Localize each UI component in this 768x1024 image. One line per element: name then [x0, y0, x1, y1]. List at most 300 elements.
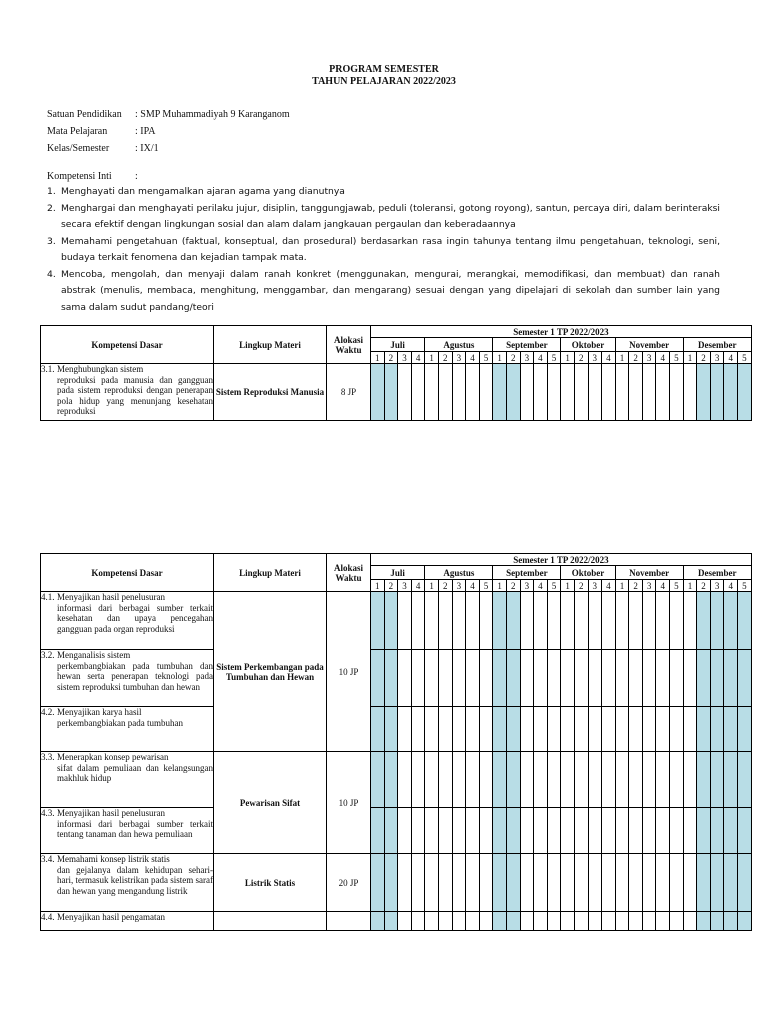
week-cell: [710, 808, 724, 854]
week-header: 1: [615, 580, 629, 592]
week-header: 2: [506, 352, 520, 364]
week-cell: [561, 364, 575, 421]
week-cell: [506, 912, 520, 931]
week-cell: [520, 707, 534, 752]
header-alokasi-waktu: Alokasi Waktu: [327, 554, 371, 592]
week-cell: [574, 808, 588, 854]
week-cell: [683, 592, 697, 650]
week-cell: [384, 808, 398, 854]
week-cell: [683, 707, 697, 752]
week-cell: [384, 707, 398, 752]
week-cell: [547, 854, 561, 912]
week-header: 4: [411, 352, 425, 364]
week-cell: [466, 854, 480, 912]
week-cell: [738, 854, 752, 912]
week-cell: [724, 707, 738, 752]
week-cell: [547, 912, 561, 931]
month-header: Desember: [683, 338, 751, 352]
week-cell: [738, 364, 752, 421]
week-cell: [438, 707, 452, 752]
week-cell: [629, 364, 643, 421]
week-cell: [602, 650, 616, 707]
week-header: 3: [588, 352, 602, 364]
week-header: 2: [697, 580, 711, 592]
week-cell: [534, 707, 548, 752]
week-cell: [411, 707, 425, 752]
week-cell: [697, 808, 711, 854]
week-header: 2: [506, 580, 520, 592]
week-cell: [398, 592, 412, 650]
week-cell: [561, 592, 575, 650]
week-cell: [629, 592, 643, 650]
month-header: November: [615, 566, 683, 580]
week-cell: [547, 364, 561, 421]
week-header: 4: [602, 580, 616, 592]
week-header: 2: [438, 580, 452, 592]
document-subtitle: TAHUN PELAJARAN 2022/2023: [312, 76, 456, 87]
week-cell: [615, 808, 629, 854]
week-cell: [466, 707, 480, 752]
week-cell: [710, 854, 724, 912]
lingkup-materi-cell: Sistem Perkembangan pada Tumbuhan dan Hewan: [214, 592, 327, 752]
alokasi-waktu-cell: 8 JP: [327, 364, 371, 421]
week-cell: [602, 854, 616, 912]
week-cell: [697, 912, 711, 931]
alokasi-waktu-cell: 10 JP: [327, 592, 371, 752]
week-cell: [642, 592, 656, 650]
week-cell: [452, 808, 466, 854]
week-cell: [710, 650, 724, 707]
week-cell: [466, 912, 480, 931]
week-cell: [520, 650, 534, 707]
header-semester: Semester 1 TP 2022/2023: [371, 326, 752, 338]
week-cell: [683, 364, 697, 421]
week-cell: [452, 650, 466, 707]
week-cell: [588, 752, 602, 808]
week-cell: [697, 650, 711, 707]
week-cell: [371, 854, 385, 912]
kd-cell: 4.2. Menyajikan karya hasil perkembangbiakan pada tumbuhan: [41, 707, 214, 752]
lingkup-materi-cell: Sistem Reproduksi Manusia: [214, 364, 327, 421]
week-cell: [710, 912, 724, 931]
kompetensi-inti-list: [47, 184, 720, 316]
week-cell: [425, 707, 439, 752]
week-cell: [574, 752, 588, 808]
week-cell: [574, 364, 588, 421]
week-header: 4: [602, 352, 616, 364]
week-cell: [398, 707, 412, 752]
week-cell: [642, 808, 656, 854]
week-cell: [384, 364, 398, 421]
week-cell: [738, 808, 752, 854]
ki-item: 2. Menghargai dan menghayati perilaku jujur, disiplin, tanggungjawab, peduli (toleransi, gotong royong), santun, percaya diri, dalam berinteraksi secara efektif dengan lingkungan sosial dan alam dalam jangkauan pergaulan dan keberadaannya: [47, 202, 720, 230]
header-kompetensi-dasar: Kompetensi Dasar: [41, 554, 214, 592]
week-cell: [452, 592, 466, 650]
week-cell: [371, 912, 385, 931]
week-cell: [506, 707, 520, 752]
week-header: 1: [561, 580, 575, 592]
week-header: 2: [574, 352, 588, 364]
week-cell: [656, 364, 670, 421]
week-cell: [724, 912, 738, 931]
week-cell: [724, 854, 738, 912]
week-header: 3: [452, 580, 466, 592]
alokasi-waktu-cell: [327, 912, 371, 931]
week-cell: [561, 808, 575, 854]
week-cell: [547, 650, 561, 707]
week-cell: [371, 650, 385, 707]
week-cell: [697, 592, 711, 650]
lingkup-materi-cell: [214, 912, 327, 931]
week-header: 4: [656, 352, 670, 364]
month-header: Agustus: [425, 566, 493, 580]
week-cell: [411, 752, 425, 808]
kompetensi-inti-heading: Kompetensi Inti :: [47, 171, 138, 182]
week-header: 5: [670, 352, 684, 364]
week-cell: [452, 912, 466, 931]
week-cell: [588, 707, 602, 752]
identity-row: [47, 109, 290, 120]
week-cell: [425, 808, 439, 854]
week-cell: [710, 592, 724, 650]
week-cell: [493, 707, 507, 752]
week-header: 3: [520, 580, 534, 592]
week-header: 3: [710, 580, 724, 592]
week-cell: [506, 752, 520, 808]
week-cell: [697, 752, 711, 808]
week-header: 3: [710, 352, 724, 364]
week-cell: [534, 650, 548, 707]
week-cell: [697, 364, 711, 421]
week-cell: [438, 650, 452, 707]
week-cell: [452, 364, 466, 421]
week-cell: [670, 707, 684, 752]
month-header: Juli: [371, 338, 425, 352]
week-cell: [615, 912, 629, 931]
week-cell: [602, 592, 616, 650]
week-cell: [738, 707, 752, 752]
week-header: 1: [371, 580, 385, 592]
week-cell: [670, 808, 684, 854]
identity-row: [47, 126, 155, 137]
week-cell: [697, 707, 711, 752]
week-header: 2: [438, 352, 452, 364]
week-cell: [642, 752, 656, 808]
week-header: 3: [642, 580, 656, 592]
month-header: Oktober: [561, 338, 615, 352]
week-cell: [588, 650, 602, 707]
week-header: 4: [466, 352, 480, 364]
week-header: 2: [574, 580, 588, 592]
week-header: 1: [493, 352, 507, 364]
week-cell: [670, 364, 684, 421]
kd-cell: 3.1. Menghubungkan sistem reproduksi pada manusia dan gangguan pada sistem reproduksi dengan penerapan pola hidup yang menunjang kesehatan reproduksi: [41, 364, 214, 421]
week-header: 4: [724, 580, 738, 592]
ki-item: 3. Memahami pengetahuan (faktual, konseptual, dan prosedural) berdasarkan rasa ingin tahunya tentang ilmu pengetahuan, teknologi, seni, budaya terkait fenomena dan kejadian tampak mata.: [47, 235, 720, 263]
identity-label: Kelas/Semester: [47, 143, 110, 154]
week-cell: [411, 808, 425, 854]
week-cell: [493, 752, 507, 808]
week-cell: [479, 592, 493, 650]
week-cell: [520, 364, 534, 421]
week-cell: [547, 808, 561, 854]
week-cell: [588, 592, 602, 650]
week-cell: [642, 707, 656, 752]
week-cell: [670, 912, 684, 931]
week-cell: [425, 912, 439, 931]
week-cell: [534, 854, 548, 912]
week-cell: [438, 808, 452, 854]
week-cell: [520, 808, 534, 854]
week-header: 4: [534, 580, 548, 592]
week-header: 5: [479, 352, 493, 364]
week-header: 3: [398, 580, 412, 592]
identity-value: : IPA: [135, 126, 156, 137]
week-header: 1: [683, 580, 697, 592]
week-cell: [588, 854, 602, 912]
week-cell: [629, 854, 643, 912]
lingkup-materi-cell: Pewarisan Sifat: [214, 752, 327, 854]
week-cell: [670, 752, 684, 808]
week-cell: [506, 808, 520, 854]
week-cell: [642, 854, 656, 912]
week-cell: [642, 364, 656, 421]
week-cell: [398, 854, 412, 912]
week-cell: [683, 808, 697, 854]
week-cell: [602, 912, 616, 931]
week-cell: [493, 854, 507, 912]
week-header: 1: [425, 352, 439, 364]
week-cell: [384, 752, 398, 808]
week-cell: [602, 707, 616, 752]
week-cell: [371, 364, 385, 421]
week-cell: [561, 854, 575, 912]
month-header: September: [493, 338, 561, 352]
week-header: 1: [371, 352, 385, 364]
week-cell: [466, 650, 480, 707]
week-header: 5: [670, 580, 684, 592]
month-header: Oktober: [561, 566, 615, 580]
week-cell: [411, 592, 425, 650]
header-semester: Semester 1 TP 2022/2023: [371, 554, 752, 566]
week-cell: [724, 592, 738, 650]
week-cell: [479, 752, 493, 808]
week-header: 3: [398, 352, 412, 364]
week-cell: [479, 808, 493, 854]
week-cell: [438, 592, 452, 650]
week-cell: [656, 752, 670, 808]
week-header: 4: [534, 352, 548, 364]
week-header: 3: [642, 352, 656, 364]
week-cell: [371, 707, 385, 752]
week-header: 4: [656, 580, 670, 592]
week-cell: [534, 808, 548, 854]
week-cell: [411, 650, 425, 707]
week-cell: [574, 854, 588, 912]
week-cell: [534, 752, 548, 808]
week-header: 5: [738, 352, 752, 364]
month-header: September: [493, 566, 561, 580]
week-header: 2: [697, 352, 711, 364]
identity-value: : IX/1: [135, 143, 159, 154]
kd-cell: 3.2. Menganalisis sistem perkembangbiakan pada tumbuhan dan hewan serta penerapan teknologi pada sistem reproduksi tumbuhan dan hewan: [41, 650, 214, 707]
week-header: 4: [466, 580, 480, 592]
week-cell: [724, 364, 738, 421]
identity-label: Mata Pelajaran: [47, 126, 108, 137]
month-header: November: [615, 338, 683, 352]
week-cell: [683, 752, 697, 808]
week-cell: [438, 854, 452, 912]
week-cell: [724, 752, 738, 808]
header-alokasi-waktu: Alokasi Waktu: [327, 326, 371, 364]
week-cell: [629, 707, 643, 752]
week-cell: [371, 752, 385, 808]
week-cell: [398, 808, 412, 854]
month-header: Desember: [683, 566, 751, 580]
week-header: 2: [384, 580, 398, 592]
week-cell: [466, 752, 480, 808]
week-header: 4: [411, 580, 425, 592]
week-header: 1: [615, 352, 629, 364]
week-cell: [642, 650, 656, 707]
week-cell: [398, 752, 412, 808]
week-cell: [520, 752, 534, 808]
week-header: 1: [493, 580, 507, 592]
week-cell: [520, 592, 534, 650]
week-cell: [384, 592, 398, 650]
month-header: Agustus: [425, 338, 493, 352]
header-kompetensi-dasar: Kompetensi Dasar: [41, 326, 214, 364]
week-cell: [493, 650, 507, 707]
kd-cell: 3.4. Memahami konsep listrik statis dan gejalanya dalam kehidupan sehari-hari, termasuk kelistrikan pada sistem saraf dan hewan yang mengandung listrik: [41, 854, 214, 912]
week-cell: [683, 912, 697, 931]
program-table-1: [40, 325, 752, 421]
week-cell: [574, 912, 588, 931]
week-cell: [479, 650, 493, 707]
week-cell: [411, 854, 425, 912]
week-cell: [710, 364, 724, 421]
week-cell: [710, 752, 724, 808]
week-cell: [520, 854, 534, 912]
week-cell: [738, 650, 752, 707]
week-cell: [615, 854, 629, 912]
week-cell: [506, 364, 520, 421]
week-cell: [493, 808, 507, 854]
week-cell: [520, 912, 534, 931]
week-cell: [438, 364, 452, 421]
week-cell: [425, 592, 439, 650]
week-cell: [615, 752, 629, 808]
week-cell: [574, 650, 588, 707]
week-cell: [547, 707, 561, 752]
week-cell: [438, 752, 452, 808]
lingkup-materi-cell: Listrik Statis: [214, 854, 327, 912]
week-header: 1: [683, 352, 697, 364]
week-cell: [411, 912, 425, 931]
week-cell: [602, 364, 616, 421]
week-cell: [670, 854, 684, 912]
week-cell: [547, 592, 561, 650]
week-cell: [629, 808, 643, 854]
week-cell: [588, 912, 602, 931]
week-cell: [506, 854, 520, 912]
week-cell: [697, 854, 711, 912]
week-cell: [398, 364, 412, 421]
kd-cell: 4.4. Menyajikan hasil pengamatan: [41, 912, 214, 931]
week-cell: [670, 592, 684, 650]
kd-cell: 4.3. Menyajikan hasil penelusuran informasi dari berbagai sumber terkait tentang tanaman dan hewa pemuliaan: [41, 808, 214, 854]
week-cell: [629, 912, 643, 931]
week-cell: [547, 752, 561, 808]
week-header: 2: [384, 352, 398, 364]
week-cell: [561, 650, 575, 707]
week-cell: [493, 364, 507, 421]
week-cell: [670, 650, 684, 707]
week-cell: [656, 707, 670, 752]
week-cell: [479, 707, 493, 752]
week-header: 1: [561, 352, 575, 364]
kd-cell: 3.3. Menerapkan konsep pewarisan sifat dalam pemuliaan dan kelangsungan makhluk hidup: [41, 752, 214, 808]
ki-item: 1. Menghayati dan mengamalkan ajaran agama yang dianutnya: [47, 186, 345, 197]
week-cell: [425, 650, 439, 707]
week-cell: [398, 650, 412, 707]
week-cell: [588, 808, 602, 854]
week-cell: [656, 592, 670, 650]
week-cell: [371, 592, 385, 650]
week-cell: [534, 912, 548, 931]
week-cell: [561, 707, 575, 752]
week-cell: [411, 364, 425, 421]
week-header: 1: [425, 580, 439, 592]
week-cell: [534, 592, 548, 650]
week-cell: [629, 752, 643, 808]
week-cell: [371, 808, 385, 854]
month-header: Juli: [371, 566, 425, 580]
ki-item: 4. Mencoba, mengolah, dan menyaji dalam ranah konkret (menggunakan, mengurai, merangkai, memodifikasi, dan membuat) dan ranah abstrak (menulis, membaca, menghitung, menggambar, dan mengarang) sesuai dengan yang dipelajari di sekolah dan sumber lain yang sama dalam sudut pandang/teori: [47, 268, 720, 313]
week-cell: [466, 592, 480, 650]
week-header: 2: [629, 352, 643, 364]
week-cell: [615, 364, 629, 421]
week-cell: [452, 752, 466, 808]
week-cell: [642, 912, 656, 931]
week-cell: [656, 854, 670, 912]
week-cell: [738, 592, 752, 650]
identity-value: : SMP Muhammadiyah 9 Karanganom: [135, 109, 290, 120]
week-cell: [629, 650, 643, 707]
week-cell: [493, 912, 507, 931]
week-cell: [384, 912, 398, 931]
week-cell: [602, 752, 616, 808]
week-cell: [506, 650, 520, 707]
week-cell: [738, 752, 752, 808]
document-title: PROGRAM SEMESTER: [329, 64, 439, 75]
week-cell: [656, 650, 670, 707]
week-cell: [425, 752, 439, 808]
week-header: 4: [724, 352, 738, 364]
identity-label: Satuan Pendidikan: [47, 109, 122, 120]
week-cell: [561, 912, 575, 931]
program-table-2: [40, 553, 752, 931]
week-cell: [724, 808, 738, 854]
kd-cell: 4.1. Menyajikan hasil penelusuran informasi dari berbagai sumber terkait kesehatan dan upaya pencegahan gangguan pada organ reproduksi: [41, 592, 214, 650]
alokasi-waktu-cell: 20 JP: [327, 854, 371, 912]
week-cell: [493, 592, 507, 650]
week-cell: [452, 707, 466, 752]
week-cell: [425, 854, 439, 912]
week-cell: [588, 364, 602, 421]
week-cell: [466, 364, 480, 421]
week-cell: [561, 752, 575, 808]
